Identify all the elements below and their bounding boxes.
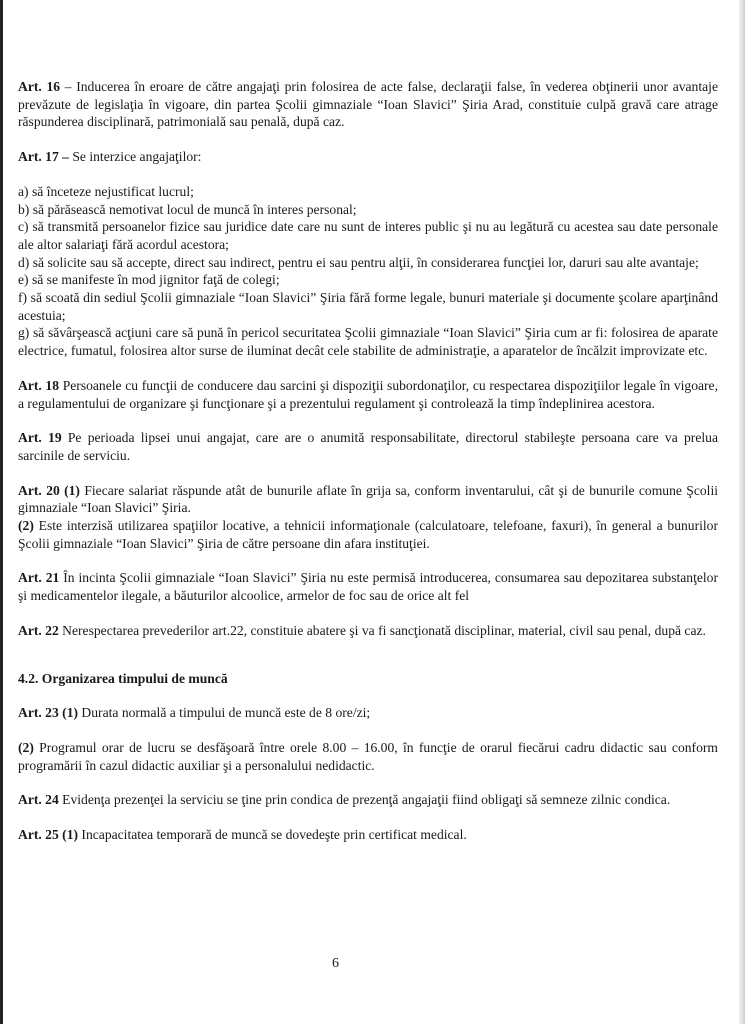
article-21-label: Art. 21 <box>18 570 60 586</box>
section-heading: 4.2. Organizarea timpului de muncă <box>18 670 228 686</box>
page-number <box>0 956 745 972</box>
article-23-label-2: (2) <box>18 739 34 755</box>
article-17-intro: Se interzice angajaţilor: <box>68 149 202 165</box>
list-item: g) să săvârşească acţiuni care să pună în pericol securitatea Şcolii gimnaziale “Ioan Slavici” Şiria cum ar fi: folosirea de aparate electrice, fumatul, folosirea altor surse de iluminat decât cele stabilite de administraţie, a aparatelor de încălzit improvizate etc. <box>18 325 718 359</box>
article-20-text-1: Fiecare salariat răspunde atât de bunurile aflate în grija sa, conform inventarului, cât şi de bunurile comune Şcolii gimnaziale “Ioan Slavici” Şiria. <box>18 482 718 516</box>
article-18-label: Art. 18 <box>18 377 60 393</box>
article-19-label: Art. 19 <box>18 430 62 446</box>
article-25 <box>18 826 718 844</box>
article-16-label: Art. 16 <box>18 79 61 94</box>
article-25-text: Incapacitatea temporară de muncă se dovedeşte prin certificat medical. <box>78 827 467 843</box>
article-17 <box>18 148 718 166</box>
article-22 <box>18 622 718 640</box>
article-17-list <box>18 183 718 360</box>
article-16-text: – Inducerea în eroare de către angajaţi prin folosirea de acte false, declaraţii false, în vederea obţinerii unor avantaje prevăzute de legislaţia în vigoare, din partea Şcolii gimnaziale “Ioan Slavici” Şiria Arad, constituie culpă gravă care atrage răspunderea disciplinară, patrimonială sau penală, după caz. <box>18 79 718 130</box>
article-21-text: În incinta Şcolii gimnaziale “Ioan Slavici” Şiria nu este permisă introducerea, consumarea sau depozitarea substanţelor şi medicamentelor ilegale, a băuturilor alcoolice, armelor de foc sau de orice alt fel <box>18 570 718 604</box>
article-22-text: Nerespectarea prevederilor art.22, constituie abatere şi va fi sancţionată disciplinar, material, civil sau penal, după caz. <box>58 622 706 638</box>
page-number-text: 6 <box>332 956 339 971</box>
article-20-label: Art. 20 (1) <box>18 482 80 498</box>
article-23-1 <box>18 704 718 722</box>
article-24-label: Art. 24 <box>18 792 59 808</box>
article-24-text: Evidenţa prezenţei la serviciu se ţine prin condica de prezenţă angajaţii fiind obligaţi să semneze zilnic condica. <box>58 792 671 808</box>
article-23-2 <box>18 739 718 774</box>
article-23-text-2: Programul orar de lucru se desfăşoară între orele 8.00 – 16.00, în funcţie de orarul fiecărui cadru didactic sau conform programării în cazul didactic auxiliar şi a personalului nedidactic. <box>18 739 718 773</box>
article-17-label: Art. 17 – <box>18 149 69 165</box>
article-18 <box>18 377 718 412</box>
article-18-text: Persoanele cu funcţii de conducere dau sarcini şi dispoziţii subordonaţilor, cu respectarea dispoziţiilor legale în vigoare, a regulamentului de organizare şi funcţionare şi a prezentului regulament şi controlează la timp îndeplinirea acestora. <box>18 377 718 411</box>
article-20-text-2: Este interzisă utilizarea spaţiilor locative, a tehnicii informaţionale (calculatoare, telefoane, faxuri), în general a bunurilor Şcolii gimnaziale “Ioan Slavici” Şiria de către persoane din afara instituţiei. <box>18 518 718 551</box>
article-25-label: Art. 25 (1) <box>18 827 79 843</box>
scan-right-edge <box>739 0 745 1024</box>
list-item: c) să transmită persoanelor fizice sau juridice date care nu sunt de interes public şi nu au legătură cu acestea sau date personale ale altor salariaţi fără acordul acestora; <box>18 219 718 252</box>
list-item: d) să solicite sau să accepte, direct sau indirect, pentru ei sau pentru alţii, în considerarea funcţiei lor, daruri sau alte avantaje; <box>18 254 699 270</box>
article-24 <box>18 791 718 809</box>
list-item: b) să părăsească nemotivat locul de muncă în interes personal; <box>18 201 357 217</box>
article-16 <box>18 78 718 131</box>
list-item: a) să înceteze nejustificat lucrul; <box>18 183 194 199</box>
article-20 <box>18 482 718 553</box>
document-body <box>18 78 718 844</box>
scan-left-edge <box>0 0 3 1024</box>
list-item: f) să scoată din sediul Şcolii gimnaziale “Ioan Slavici” Şiria fără forme legale, bunuri materiale şi documente şcolare aparţinând acestuia; <box>18 290 718 323</box>
article-23-text-1: Durata normală a timpului de muncă este de 8 ore/zi; <box>78 705 371 721</box>
article-23-label: Art. 23 (1) <box>18 705 79 721</box>
article-19 <box>18 429 718 464</box>
article-19-text: Pe perioada lipsei unui angajat, care are o anumită responsabilitate, directorul stabileşte persoana care va prelua sarcinile de serviciu. <box>18 430 718 463</box>
article-21 <box>18 569 718 604</box>
article-20-label-2: (2) <box>18 518 34 534</box>
article-22-label: Art. 22 <box>18 622 59 638</box>
list-item: e) să se manifeste în mod jignitor faţă de colegi; <box>18 272 280 288</box>
